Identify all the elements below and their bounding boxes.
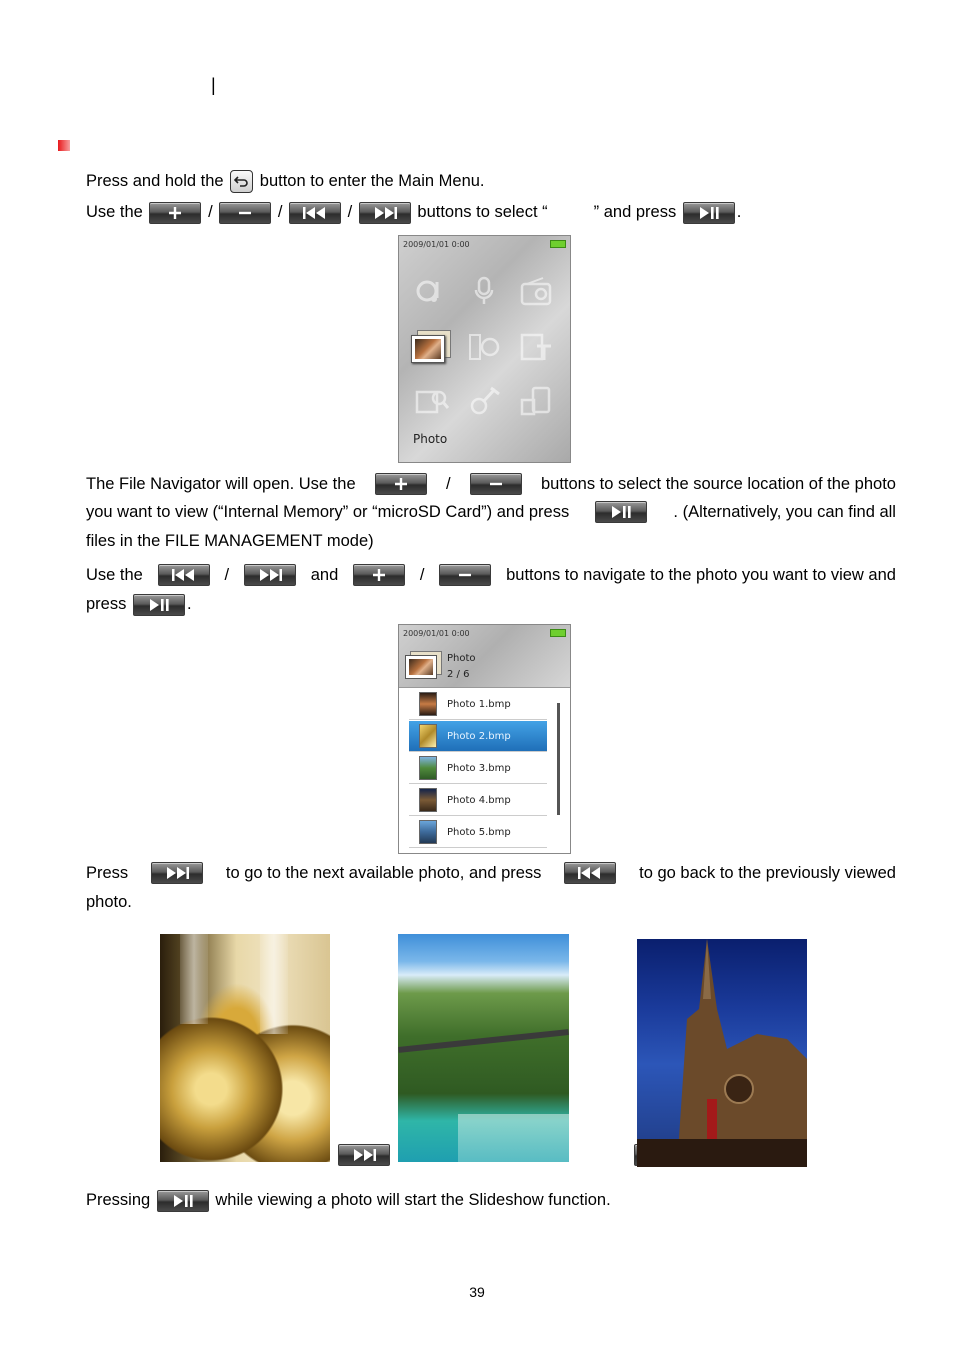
file-list-item[interactable] bbox=[409, 753, 547, 784]
instruction-slideshow bbox=[86, 1189, 611, 1212]
file-list-item[interactable] bbox=[409, 785, 547, 816]
file-browser-icon bbox=[415, 386, 449, 416]
battery-icon bbox=[550, 240, 566, 248]
instruction-text: . (Alternatively, you can find all bbox=[673, 503, 896, 521]
instruction-text: Press bbox=[86, 864, 129, 882]
file-name: Photo 3.bmp bbox=[447, 762, 511, 774]
instruction-navigate-line1: Use the / and / buttons to navigate to the photo you want to view and bbox=[86, 566, 896, 584]
navigator-title: Photo bbox=[447, 653, 476, 664]
separator: / bbox=[347, 203, 353, 221]
page-number: 39 bbox=[469, 1284, 485, 1300]
file-thumbnail bbox=[419, 724, 437, 748]
previous-button-icon bbox=[158, 564, 210, 586]
file-list-item[interactable] bbox=[409, 817, 547, 848]
previous-button-icon bbox=[564, 862, 616, 884]
scrollbar[interactable] bbox=[557, 703, 560, 815]
next-button-icon bbox=[338, 1144, 390, 1166]
next-button-icon bbox=[359, 202, 411, 224]
plus-button-icon bbox=[353, 564, 405, 586]
play-pause-button-icon bbox=[595, 501, 647, 523]
instruction-text: while viewing a photo will start the Slideshow function. bbox=[215, 1191, 611, 1209]
instruction-text: press bbox=[86, 595, 127, 613]
photo-bridge-landscape bbox=[398, 934, 569, 1162]
instruction-select-photo bbox=[86, 201, 741, 224]
status-bar-datetime: 2009/01/01 0:00 bbox=[403, 629, 470, 638]
photo-ornaments bbox=[160, 934, 330, 1162]
instruction-text: Use the bbox=[86, 203, 143, 221]
file-name: Photo 5.bmp bbox=[447, 826, 511, 838]
usb-device-icon bbox=[519, 386, 553, 416]
separator: / bbox=[208, 203, 213, 221]
separator: / bbox=[277, 203, 283, 221]
instruction-text: you want to view (“Internal Memory” or “microSD Card”) and press bbox=[86, 503, 570, 521]
instruction-text: ” and press bbox=[593, 203, 677, 221]
instruction-text: Use the bbox=[86, 566, 143, 584]
music-icon bbox=[415, 276, 449, 306]
instruction-text: to go back to the previously viewed bbox=[639, 864, 896, 882]
instruction-text: buttons to select “ bbox=[417, 203, 548, 221]
period: . bbox=[186, 595, 192, 613]
minus-button-icon bbox=[219, 202, 271, 224]
plus-button-icon bbox=[375, 473, 427, 495]
next-button-icon bbox=[244, 564, 296, 586]
radio-icon bbox=[519, 276, 553, 306]
instruction-text: to go to the next available photo, and press bbox=[225, 864, 542, 882]
play-pause-button-icon bbox=[157, 1190, 209, 1212]
instruction-next-previous-line2: photo. bbox=[86, 893, 132, 911]
settings-icon bbox=[467, 386, 501, 416]
file-thumbnail bbox=[419, 756, 437, 780]
plus-button-icon bbox=[149, 202, 201, 224]
file-thumbnail bbox=[419, 820, 437, 844]
instruction-text: Press and hold the bbox=[86, 172, 224, 190]
navigator-count: 2 / 6 bbox=[447, 669, 470, 680]
instruction-text: buttons to select the source location of the photo bbox=[540, 475, 896, 493]
instruction-text: The File Navigator will open. Use the bbox=[86, 475, 356, 493]
photo-icon-selected bbox=[411, 330, 451, 362]
back-button-icon bbox=[230, 170, 253, 193]
text-reader-icon bbox=[519, 332, 553, 362]
main-menu-screenshot bbox=[398, 235, 571, 463]
instruction-file-navigator-line1: The File Navigator will open. Use the / buttons to select the source location of the photo bbox=[86, 475, 896, 493]
file-list-item-selected[interactable] bbox=[409, 721, 547, 752]
instruction-text: Pressing bbox=[86, 1191, 151, 1209]
instruction-file-navigator-line2 bbox=[86, 501, 896, 523]
video-icon bbox=[467, 332, 501, 362]
instruction-text: and bbox=[310, 566, 339, 584]
instruction-next-previous-line1 bbox=[86, 862, 896, 884]
header-divider: | bbox=[211, 75, 216, 95]
next-button-icon bbox=[151, 862, 203, 884]
photo-folder-icon bbox=[405, 651, 441, 679]
file-list-item[interactable] bbox=[409, 689, 547, 720]
section-bullet bbox=[58, 140, 70, 151]
file-navigator-screenshot bbox=[398, 624, 571, 854]
play-pause-button-icon bbox=[133, 594, 185, 616]
period: . bbox=[736, 203, 742, 221]
minus-button-icon bbox=[470, 473, 522, 495]
previous-button-icon bbox=[289, 202, 341, 224]
status-bar-datetime: 2009/01/01 0:00 bbox=[403, 240, 470, 249]
minus-button-icon bbox=[439, 564, 491, 586]
file-name: Photo 4.bmp bbox=[447, 794, 511, 806]
file-name: Photo 1.bmp bbox=[447, 698, 511, 710]
file-thumbnail bbox=[419, 788, 437, 812]
photo-cathedral bbox=[637, 939, 807, 1167]
microphone-icon bbox=[467, 276, 501, 306]
menu-label: Photo bbox=[413, 432, 448, 446]
play-pause-button-icon bbox=[683, 202, 735, 224]
instruction-file-navigator-line3: files in the FILE MANAGEMENT mode) bbox=[86, 532, 374, 550]
file-thumbnail bbox=[419, 692, 437, 716]
instruction-text: button to enter the Main Menu. bbox=[259, 172, 485, 190]
instruction-navigate-line2 bbox=[86, 593, 192, 616]
instruction-enter-main-menu bbox=[86, 170, 485, 193]
instruction-text: buttons to navigate to the photo you want to view and bbox=[506, 566, 896, 584]
battery-icon bbox=[550, 629, 566, 637]
file-name: Photo 2.bmp bbox=[447, 730, 511, 742]
